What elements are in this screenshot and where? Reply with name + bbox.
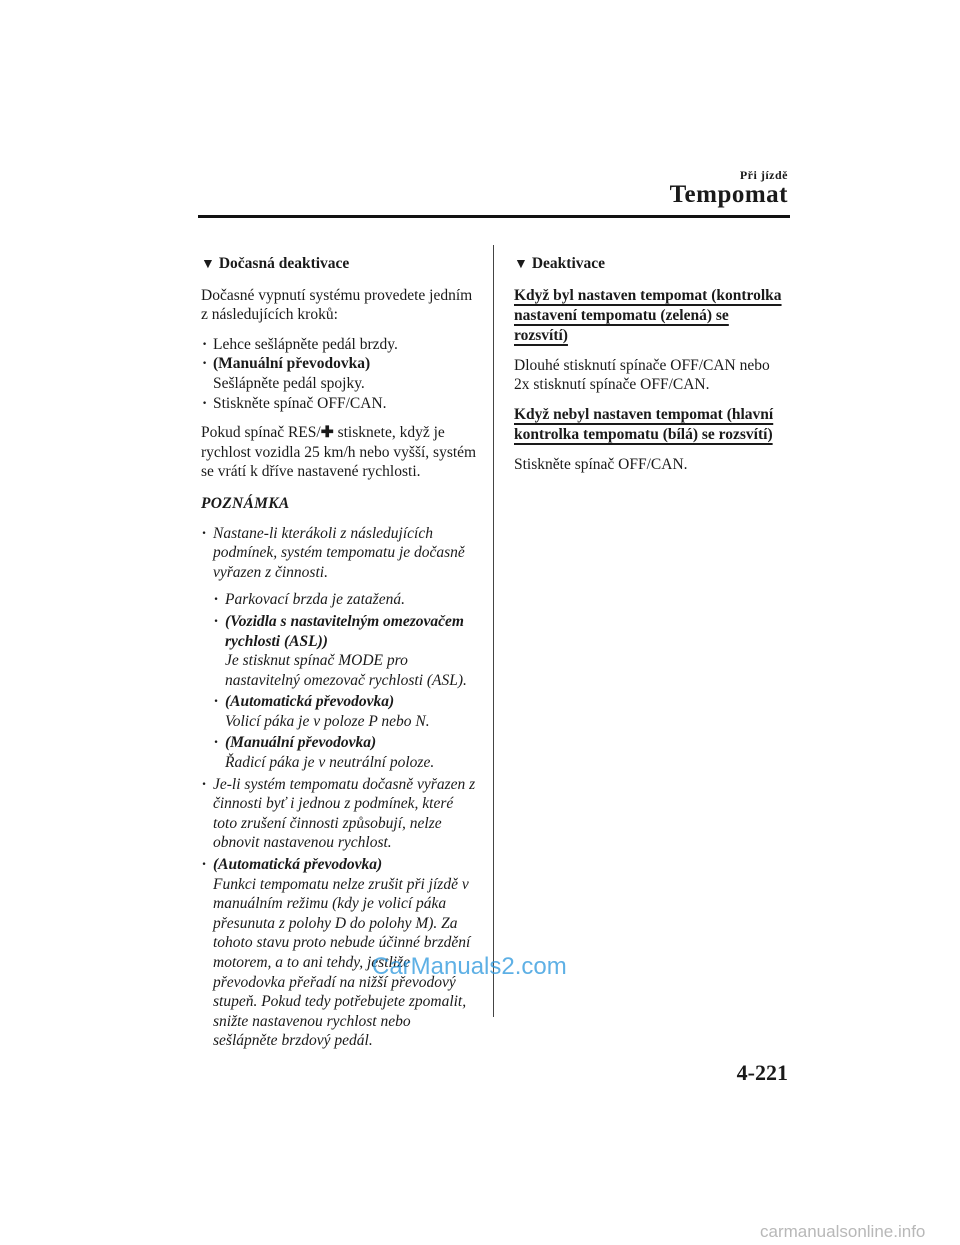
note-item: · (Automatická převodovka) Funkci tempomatu nelze zrušit při jízdě v manuálním režimu (kdy je volicí páka přesunuta z polohy D do polohy M). Za tohoto stavu proto nebude účinné brzdění motorem, a to ani tehdy, jestliže převodovka přeřadí na nižší převodový stupeň. Pokud tedy potřebujete zpomalit, snižte nastavenou rychlost nebo sešlápněte brzdový pedál. [201,855,479,1051]
case2-heading: Když nebyl nastaven tempomat (hlavní kontrolka tempomatu (bílá) se rozsvítí) [514,405,774,443]
page-number: 4-221 [736,1060,788,1085]
case1-text: Dlouhé stisknutí spínače OFF/CAN nebo 2x stisknutí spínače OFF/CAN. [514,356,770,394]
watermark: CarManuals2.com [372,953,567,980]
list-item: · Stiskněte spínač OFF/CAN. [201,394,479,414]
triangle-down-icon: ▼ [201,257,215,272]
column-divider [493,245,494,1017]
right-column [514,254,786,484]
left-column [201,254,479,1053]
section-heading-deactivation: ▼ Deaktivace [514,255,606,272]
note-item: · Je-li systém tempomatu dočasně vyřazen z činnosti byť i jednou z podmínek, které toto zrušení činnosti způsobují, nelze obnovit nastavenou rychlost. [201,775,479,853]
list-item: · (Automatická převodovka) Volicí páka je v poloze P nebo N. [213,692,479,731]
note-item: · Nastane-li kterákoli z následujících podmínek, systém tempomatu je dočasně vyřazen z činnosti. [201,524,479,583]
note-title: POZNÁMKA [201,494,290,512]
list-item: · (Manuální převodovka) Sešlápněte pedál spojky. [201,354,479,393]
list-item: · Parkovací brzda je zatažená. [213,590,479,610]
steps-list [201,335,479,413]
list-item: · (Manuální převodovka) Řadicí páka je v neutrální poloze. [213,733,479,772]
page-title: Tempomat [669,181,788,208]
triangle-down-icon: ▼ [514,257,528,272]
footer-watermark: carmanualsonline.info [760,1222,926,1241]
res-paragraph: Pokud spínač RES/✚ stisknete, když je rychlost vozidla 25 km/h nebo vyšší, systém se vrátí k dříve nastavené rychlosti. [201,424,477,481]
list-item: · Lehce sešlápněte pedál brzdy. [201,335,479,355]
case2-text: Stiskněte spínač OFF/CAN. [514,455,688,473]
intro-paragraph: Dočasné vypnutí systému provedete jedním z následujících kroků: [201,286,473,324]
conditions-list [201,590,479,772]
case1-heading: Když byl nastaven tempomat (kontrolka nastavení tempomatu (zelená) se rozsvítí) [514,286,782,344]
plus-icon: ✚ [320,424,334,442]
section-label: Při jízdě [739,168,788,182]
section-heading-temporary-deactivation: ▼ Dočasná deaktivace [201,255,350,272]
header-rule [198,215,790,218]
list-item: · (Vozidla s nastavitelným omezovačem rychlosti (ASL)) Je stisknut spínač MODE pro nastavitelný omezovač rychlosti (ASL). [213,612,479,690]
